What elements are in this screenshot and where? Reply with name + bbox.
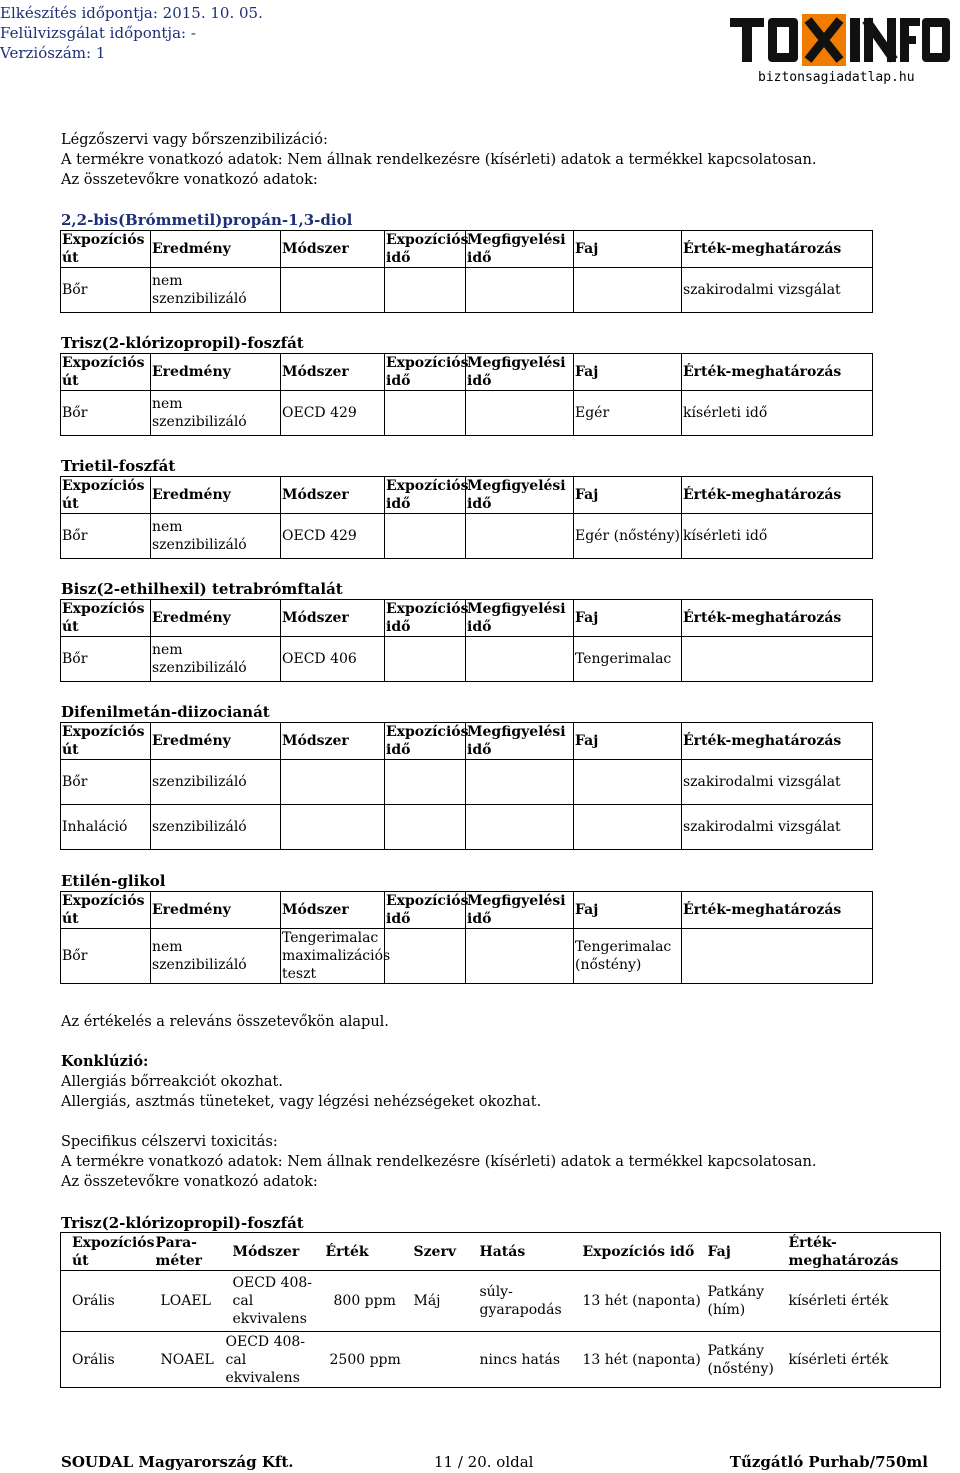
cell-species: [574, 760, 682, 805]
col-exp-time: Expozíciós idő: [386, 355, 469, 389]
col-exp-time: Expozíciós idő: [386, 601, 469, 635]
col-method: Módszer: [281, 723, 385, 760]
col-result: Eredmény: [151, 231, 281, 268]
conclusion-line: Allergiás, asztmás tüneteket, vagy légzési nehézségeket okozhat.: [61, 1094, 542, 1110]
cell-species: Egér (nőstény): [574, 514, 682, 559]
sensitization-table: [60, 476, 873, 559]
version-number: Verziószám: 1: [0, 44, 106, 62]
col-route: Expozíciós út: [61, 723, 151, 760]
table-row: [61, 1332, 941, 1388]
cell-method: OECD 408-cal ekvivalens: [225, 1332, 320, 1388]
cell-exp: [385, 391, 466, 436]
col-species: Faj: [574, 231, 682, 268]
table-row: [61, 391, 873, 436]
col-eval: Érték-meghatározás: [682, 231, 873, 268]
col-route: Expozíciós út: [61, 231, 151, 268]
col-result: Eredmény: [151, 354, 281, 391]
cell-value: 800 ppm: [320, 1271, 413, 1332]
col-result: Eredmény: [151, 892, 281, 929]
cell-eval: szakirodalmi vizsgálat: [682, 760, 873, 805]
document-meta: [0, 3, 263, 63]
cell-value: 2500 ppm: [320, 1332, 413, 1388]
col-exp-time: Expozíciós idő: [582, 1233, 707, 1271]
cell-exp: [385, 760, 466, 805]
col-result: Eredmény: [151, 477, 281, 514]
table-title: Difenilmetán-diizocianát: [61, 703, 270, 721]
cell-route: Orális: [61, 1332, 155, 1388]
col-species: Faj: [574, 477, 682, 514]
cell-obs: [466, 514, 574, 559]
toxinfo-logo: [730, 10, 950, 70]
sensitization-table: [60, 891, 873, 984]
logo-url: biztonsagiadatlap.hu: [758, 70, 915, 85]
sensitization-table: [60, 230, 873, 313]
col-species: Faj: [574, 892, 682, 929]
col-exp-time: Expozíciós idő: [386, 478, 469, 512]
col-eval: Érték-meghatározás: [682, 477, 873, 514]
cell-eval: kísérleti idő: [682, 391, 873, 436]
col-method: Módszer: [281, 892, 385, 929]
col-route: Expozíciós út: [61, 892, 151, 929]
cell-species: Tengerimalac (nőstény): [574, 929, 682, 984]
product-data-line: A termékre vonatkozó adatok: Nem állnak rendelkezésre (kísérleti) adatok a termékkel kapcsolatosan.: [61, 1154, 817, 1170]
cell-species: [574, 805, 682, 850]
cell-species: [574, 268, 682, 313]
cell-exp: [385, 637, 466, 682]
col-result: Eredmény: [151, 723, 281, 760]
col-obs-time: Megfigyelési idő: [466, 892, 574, 929]
col-result: Eredmény: [151, 600, 281, 637]
cell-eval: kísérleti érték: [788, 1271, 941, 1332]
col-obs-time: Megfigyelési idő: [466, 723, 574, 760]
col-method: Módszer: [281, 477, 385, 514]
cell-species: Tengerimalac: [574, 637, 682, 682]
cell-param: LOAEL: [155, 1271, 225, 1332]
cell-method: [281, 760, 385, 805]
col-organ: Szerv: [413, 1233, 479, 1271]
table-row: [61, 760, 873, 805]
col-eval: Érték-meghatározás: [682, 354, 873, 391]
cell-method: Tengerimalac maximalizációs teszt: [282, 930, 391, 982]
cell-exp: [385, 929, 466, 984]
table-title: 2,2-bis(Brómmetil)propán-1,3-diol: [61, 211, 353, 229]
col-species: Faj: [707, 1233, 788, 1271]
creation-date: Elkészítés időpontja: 2015. 10. 05.: [0, 4, 263, 22]
cell-route: Bőr: [61, 514, 151, 559]
cell-exp: 13 hét (naponta): [582, 1271, 707, 1332]
col-obs-time: Megfigyelési idő: [466, 231, 574, 268]
cell-obs: [466, 391, 574, 436]
table-row: [61, 805, 873, 850]
cell-species: Patkány (hím): [707, 1271, 788, 1332]
col-route: Expozíciós út: [61, 477, 151, 514]
cell-obs: [466, 637, 574, 682]
cell-species: Egér: [574, 391, 682, 436]
col-exp-time: Expozíciós idő: [386, 893, 469, 927]
cell-route: Bőr: [61, 760, 151, 805]
col-species: Faj: [574, 354, 682, 391]
col-eval: Érték-meghatározás: [788, 1233, 941, 1271]
col-method: Módszer: [281, 354, 385, 391]
cell-method: [281, 805, 385, 850]
sensitization-table: [60, 353, 873, 436]
cell-eval: kísérleti érték: [788, 1332, 941, 1388]
col-eval: Érték-meghatározás: [682, 600, 873, 637]
cell-eval: szakirodalmi vizsgálat: [682, 805, 873, 850]
footer-page-number: 11 / 20. oldal: [434, 1453, 534, 1471]
table-title: Trietil-foszfát: [61, 457, 176, 475]
revision-date: Felülvizsgálat időpontja: -: [0, 24, 196, 42]
table-row: [61, 637, 873, 682]
section-heading: Légzőszervi vagy bőrszenzibilizáció:: [61, 132, 328, 148]
table-title: Etilén-glikol: [61, 872, 166, 890]
cell-route: Bőr: [61, 637, 151, 682]
cell-organ: [413, 1332, 479, 1388]
cell-effect: súly-gyarapodás: [479, 1271, 582, 1332]
cell-exp: [385, 805, 466, 850]
cell-exp: [385, 268, 466, 313]
cell-method: OECD 429: [281, 391, 385, 436]
cell-method: OECD 429: [281, 514, 385, 559]
cell-eval: [682, 637, 873, 682]
table-title: Trisz(2-klórizopropil)-foszfát: [61, 334, 304, 352]
cell-param: NOAEL: [155, 1332, 225, 1388]
col-species: Faj: [574, 723, 682, 760]
cell-effect: nincs hatás: [479, 1332, 582, 1388]
cell-route: Bőr: [61, 929, 151, 984]
cell-result: szenzibilizáló: [151, 760, 281, 805]
col-species: Faj: [574, 600, 682, 637]
conclusion-line: Allergiás bőrreakciót okozhat.: [61, 1074, 283, 1090]
cell-method: OECD 406: [281, 637, 385, 682]
evaluation-note: Az értékelés a releváns összetevőkön alapul.: [61, 1014, 389, 1030]
cell-result: nem szenzibilizáló: [151, 268, 281, 313]
table-row: [61, 929, 873, 984]
cell-route: Bőr: [61, 391, 151, 436]
cell-route: Inhaláció: [61, 805, 151, 850]
components-data-line: Az összetevőkre vonatkozó adatok:: [61, 172, 318, 188]
cell-organ: Máj: [413, 1271, 479, 1332]
cell-result: nem szenzibilizáló: [151, 391, 281, 436]
table-row: [61, 1271, 941, 1332]
cell-result: szenzibilizáló: [151, 805, 281, 850]
cell-result: nem szenzibilizáló: [151, 637, 281, 682]
col-exp-time: Expozíciós idő: [386, 724, 469, 758]
col-obs-time: Megfigyelési idő: [466, 354, 574, 391]
cell-method: [281, 268, 385, 313]
section-heading: Specifikus célszervi toxicitás:: [61, 1134, 278, 1150]
col-exp-time: Expozíciós idő: [386, 232, 469, 266]
cell-eval: [682, 929, 873, 984]
col-param: Para-méter: [155, 1233, 225, 1271]
cell-species: Patkány (nőstény): [707, 1332, 788, 1388]
col-method: Módszer: [281, 600, 385, 637]
sensitization-table: [60, 599, 873, 682]
components-data-line: Az összetevőkre vonatkozó adatok:: [61, 1174, 318, 1190]
cell-route: Orális: [61, 1271, 155, 1332]
col-effect: Hatás: [479, 1233, 582, 1271]
cell-obs: [466, 805, 574, 850]
cell-result: nem szenzibilizáló: [151, 514, 281, 559]
cell-obs: [466, 760, 574, 805]
table-title: Bisz(2-ethilhexil) tetrabrómftalát: [61, 580, 343, 598]
col-obs-time: Megfigyelési idő: [466, 477, 574, 514]
cell-obs: [466, 929, 574, 984]
cell-eval: szakirodalmi vizsgálat: [682, 268, 873, 313]
col-eval: Érték-meghatározás: [682, 723, 873, 760]
cell-result: nem szenzibilizáló: [151, 929, 281, 984]
conclusion-label: Konklúzió:: [61, 1053, 149, 1070]
stot-table: [60, 1232, 941, 1388]
sensitization-table: [60, 722, 873, 850]
cell-eval: kísérleti idő: [682, 514, 873, 559]
col-method: Módszer: [225, 1233, 320, 1271]
product-data-line: A termékre vonatkozó adatok: Nem állnak rendelkezésre (kísérleti) adatok a termékkel kapcsolatosan.: [61, 152, 817, 168]
footer-company: SOUDAL Magyarország Kft.: [61, 1453, 294, 1471]
cell-route: Bőr: [61, 268, 151, 313]
cell-exp: [385, 514, 466, 559]
footer-product: Tűzgátló Purhab/750ml: [729, 1453, 928, 1471]
table-title: Trisz(2-klórizopropil)-foszfát: [61, 1214, 304, 1232]
cell-method: OECD 408-cal ekvivalens: [225, 1271, 320, 1332]
col-route: Expozíciós út: [61, 600, 151, 637]
table-row: [61, 268, 873, 313]
table-row: [61, 514, 873, 559]
col-route: Expozíciós út: [61, 1233, 155, 1271]
col-eval: Érték-meghatározás: [682, 892, 873, 929]
col-value: Érték: [320, 1233, 413, 1271]
cell-exp: 13 hét (naponta): [582, 1332, 707, 1388]
col-obs-time: Megfigyelési idő: [466, 600, 574, 637]
col-route: Expozíciós út: [61, 354, 151, 391]
col-method: Módszer: [281, 231, 385, 268]
cell-obs: [466, 268, 574, 313]
